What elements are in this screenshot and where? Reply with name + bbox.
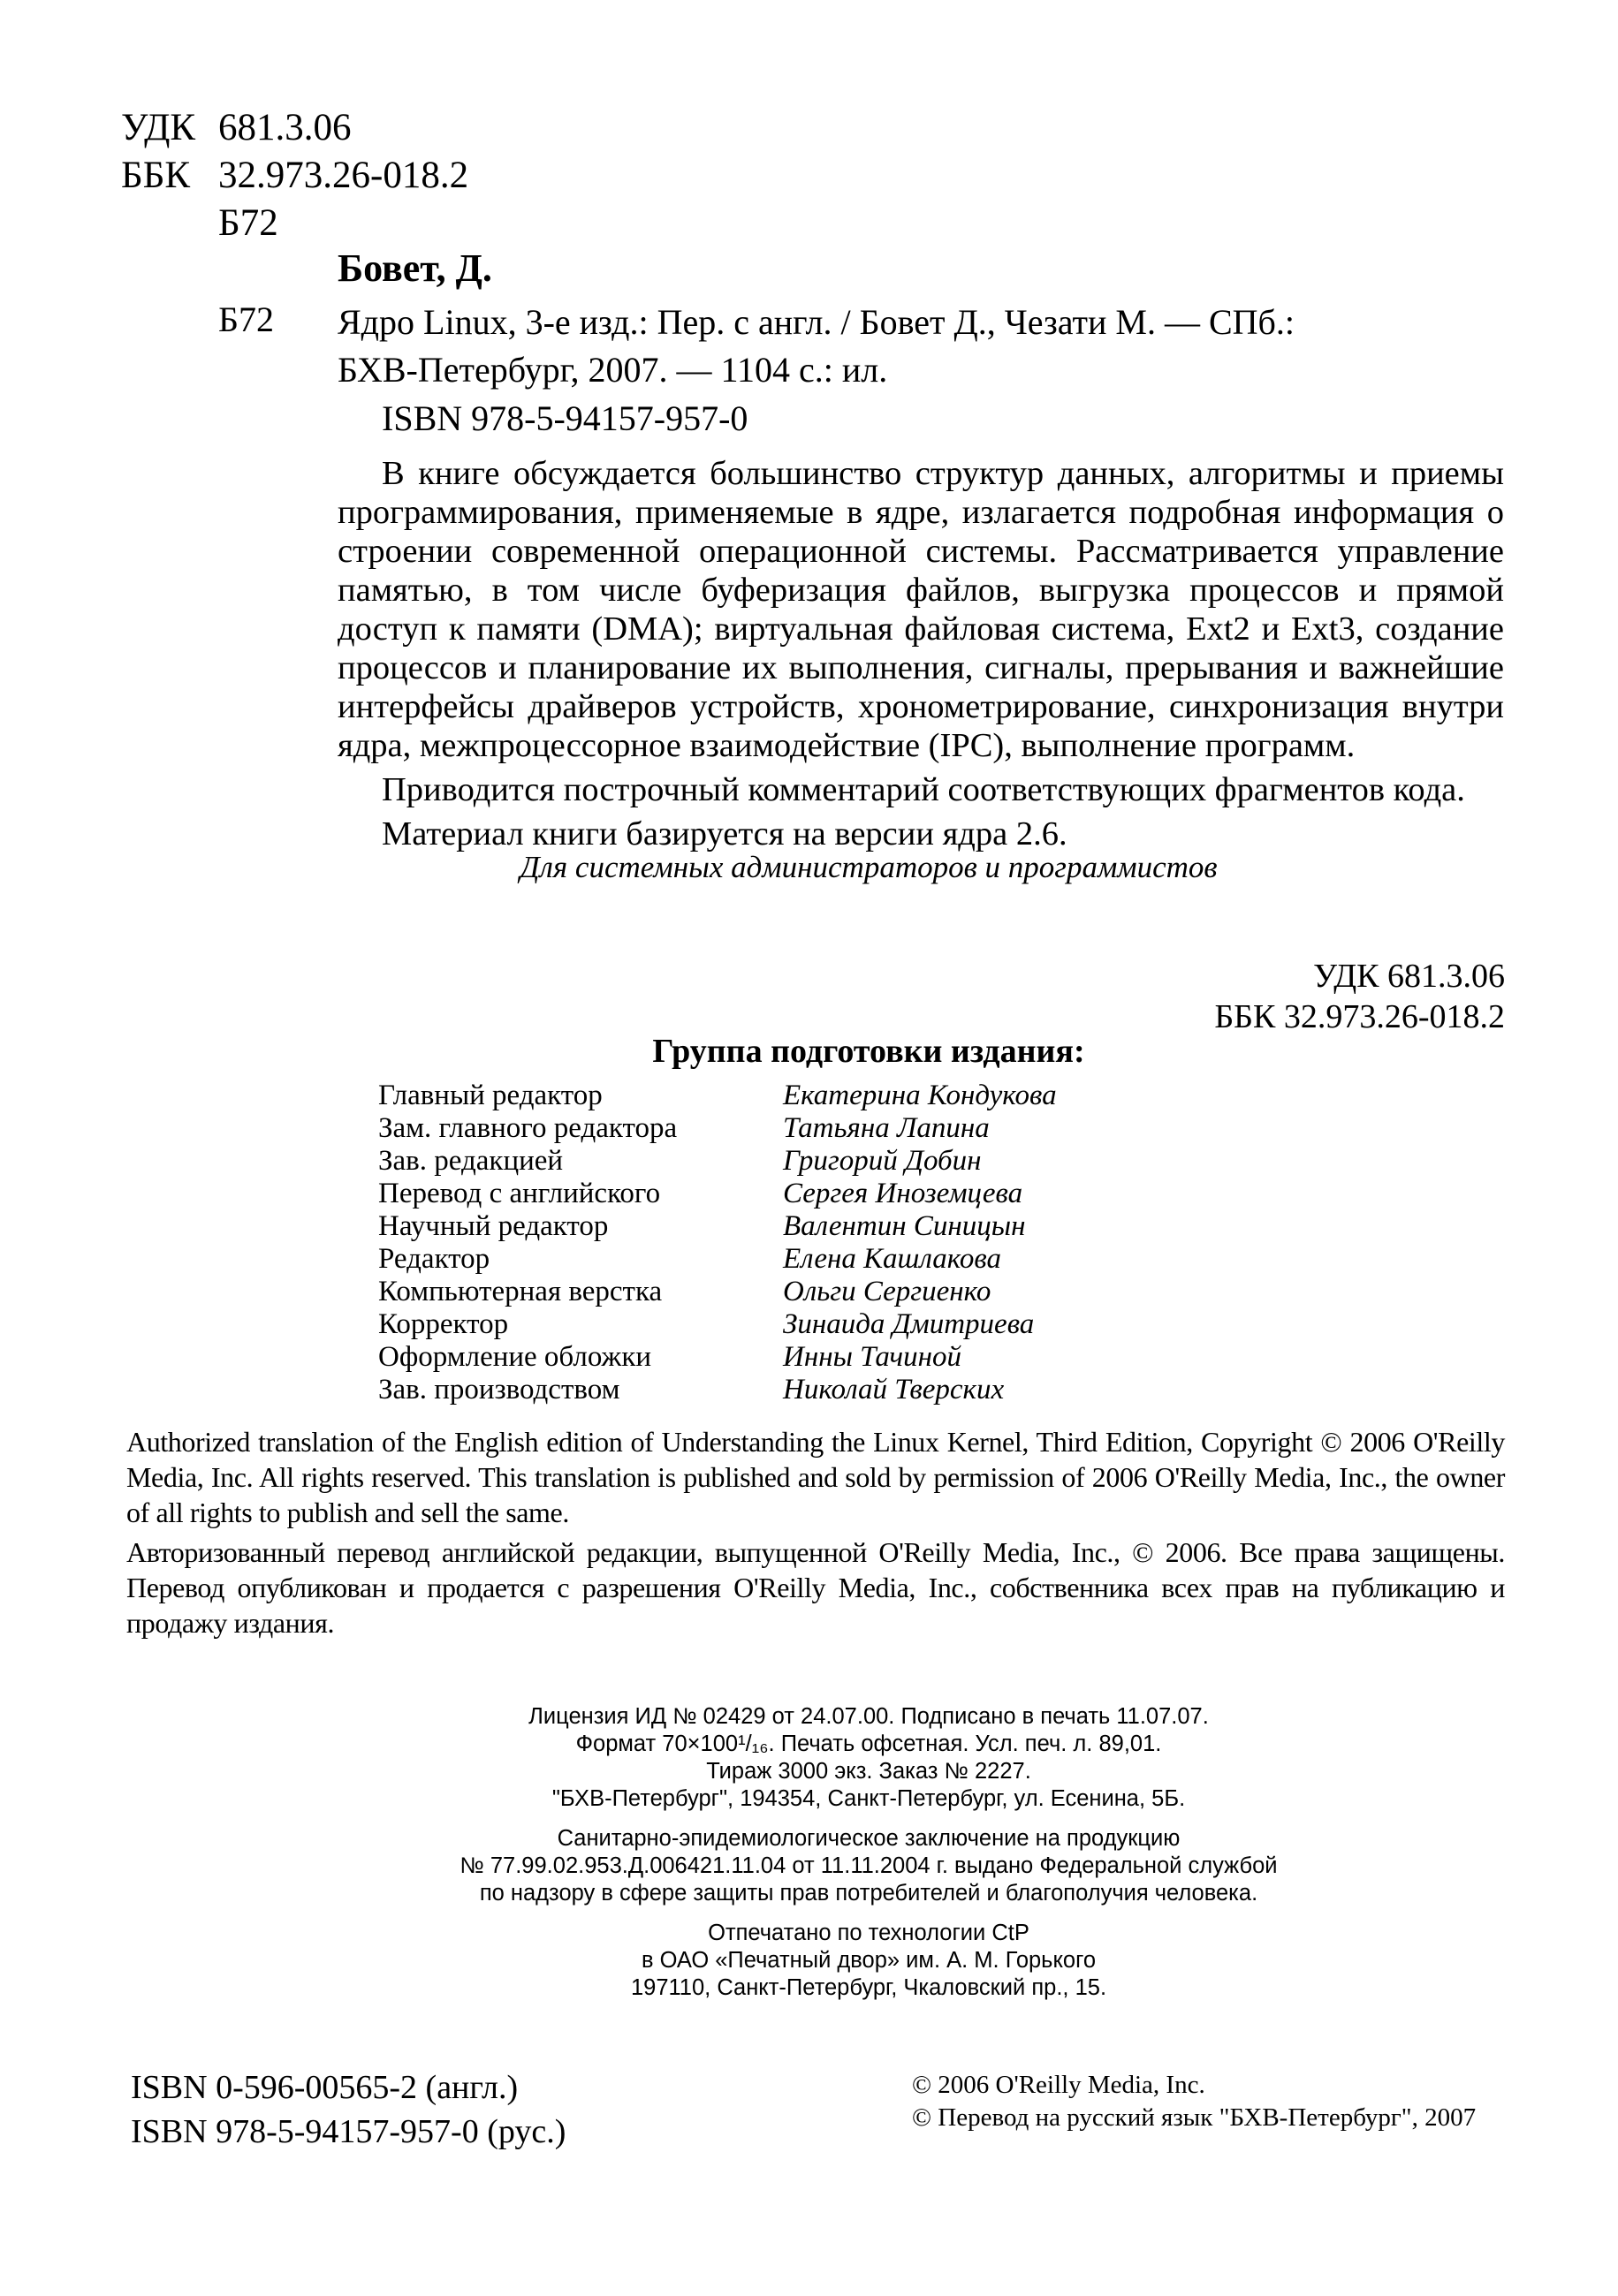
printer-line: 197110, Санкт-Петербург, Чкаловский пр., 15.: [630, 1975, 1107, 2000]
printer-line: в ОАО «Печатный двор» им. А. М. Горького: [641, 1948, 1097, 1973]
annotation-paragraph: Материал книги базируется на версии ядра 2.6.: [382, 815, 1067, 852]
team-role: Зав. производством: [378, 1374, 620, 1406]
rights-notice: [126, 1424, 1505, 1645]
team-member-row: [378, 1112, 1057, 1145]
record-author: Бовет, Д.: [338, 246, 492, 290]
bib-line: Ядро Linux, 3-е изд.: Пер. с англ. / Бовет Д., Чезати М. — СПб.:: [338, 302, 1295, 342]
annotation-paragraph: В книге обсуждается большинство структур данных, алгоритмы и приемы программирования, применяемые в ядре, излагается подробная информация о строении современной операционной системы. Рассматривается управление памятью, в том числе буферизация файлов, выгрузка процессов и прямой доступ к памяти (DMA); виртуальная файловая система, Ext2 и Ext3, создание процессов и планирование их выполнения, сигналы, прерывания и важнейшие интерфейсы драйверов устройств, хронометрирование, синхронизация внутри ядра, межпроцессорное взаимодействие (IPC), выполнение программ.: [338, 455, 1504, 764]
team-role: Зам. главного редактора: [378, 1112, 678, 1144]
udk-right: УДК 681.3.06: [1313, 958, 1505, 995]
record-author-mark: Б72: [218, 299, 274, 339]
printer-line: Отпечатано по технологии CtP: [708, 1921, 1029, 1945]
copyright-translation: © Перевод на русский язык "БХВ-Петербург", 2007: [912, 2103, 1477, 2132]
bib-line: БХВ-Петербург, 2007. — 1104 с.: ил.: [338, 350, 888, 390]
sanitary-line: по надзору в сфере защиты прав потребителей и благополучия человека.: [479, 1881, 1258, 1906]
license-line: Лицензия ИД № 02429 от 24.07.00. Подписано в печать 11.07.07.: [528, 1704, 1209, 1729]
classification-codes: [121, 104, 468, 247]
team-role: Зав. редакцией: [378, 1145, 564, 1177]
bbk-right: ББК 32.973.26-018.2: [1214, 998, 1505, 1035]
sanitary-line: № 77.99.02.953.Д.006421.11.04 от 11.11.2004 г. выдано Федеральной службой: [460, 1853, 1278, 1878]
sanitary-line: Санитарно-эпидемиологическое заключение на продукцию: [557, 1826, 1181, 1851]
udk-value: 681.3.06: [218, 107, 352, 148]
annotation: [338, 454, 1504, 853]
team-role: Компьютерная верстка: [378, 1276, 663, 1307]
footer-isbn: [131, 2065, 566, 2154]
copyright-original: © 2006 O'Reilly Media, Inc.: [912, 2071, 1205, 2099]
team-member-row: [378, 1276, 1057, 1308]
classification-codes-right: [1214, 956, 1505, 1037]
team-person: Зинаида Дмитриева: [783, 1308, 1035, 1340]
license-block: [119, 1703, 1618, 1813]
imprint-block: [0, 1703, 1618, 2014]
team-person: Николай Тверских: [783, 1374, 1005, 1406]
rights-russian: Авторизованный перевод английской редакции, выпущенной O'Reilly Media, Inc., © 2006. Все права защищены. Перевод опубликован и продается с разрешения O'Reilly Media, Inc., собственника всех прав на публикацию и продажу издания.: [126, 1536, 1505, 1639]
team-role: Научный редактор: [378, 1210, 609, 1242]
bibliographic-record: [338, 299, 1504, 394]
isbn-russian: ISBN 978-5-94157-957-0 (рус.): [131, 2113, 566, 2150]
team-person: Валентин Синицын: [783, 1210, 1026, 1242]
author-mark-row: [121, 200, 468, 247]
bbk-row: [121, 152, 468, 200]
team-person: Екатерина Кондукова: [783, 1080, 1057, 1111]
team-person: Сергея Иноземцева: [783, 1178, 1023, 1209]
bbk-label: ББК: [121, 155, 191, 196]
team-role: Корректор: [378, 1308, 509, 1340]
rights-english: Authorized translation of the English edition of Understanding the Linux Kernel, Third Edition, Copyright © 2006 O'Reilly Media, Inc. All rights reserved. This translation is published and sold by permission of 2006 O'Reilly Media, Inc., the owner of all rights to publish and sell the same.: [126, 1426, 1505, 1528]
license-line: Формат 70×100¹/₁₆. Печать офсетная. Усл. печ. л. 89,01.: [575, 1731, 1162, 1756]
udk-label: УДК: [121, 107, 196, 148]
record-isbn: ISBN 978-5-94157-957-0: [382, 398, 748, 438]
team-member-row: [378, 1243, 1057, 1276]
team-member-row: [378, 1178, 1057, 1210]
team-person: Елена Кашлакова: [783, 1243, 1002, 1275]
team-member-row: [378, 1210, 1057, 1243]
team-person: Григорий Добин: [783, 1145, 982, 1177]
team-role: Оформление обложки: [378, 1341, 652, 1373]
audience-note: Для системных администраторов и программистов: [520, 850, 1218, 884]
license-line: Тираж 3000 экз. Заказ № 2227.: [706, 1759, 1031, 1784]
footer-copyright: [912, 2069, 1476, 2134]
isbn-english: ISBN 0-596-00565-2 (англ.): [131, 2069, 519, 2106]
license-line: "БХВ-Петербург", 194354, Санкт-Петербург, ул. Есенина, 5Б.: [551, 1786, 1186, 1811]
author-mark: Б72: [218, 202, 278, 244]
annotation-paragraph: Приводится построчный комментарий соответствующих фрагментов кода.: [382, 771, 1465, 808]
team-role: Главный редактор: [378, 1080, 603, 1111]
team-person: Татьяна Лапина: [783, 1112, 990, 1144]
team-member-row: [378, 1374, 1057, 1406]
team-member-row: [378, 1145, 1057, 1178]
udk-row: [121, 104, 468, 152]
team-member-row: [378, 1308, 1057, 1341]
team-list: [378, 1080, 1057, 1406]
team-member-row: [378, 1080, 1057, 1112]
team-role: Редактор: [378, 1243, 490, 1275]
team-title: Группа подготовки издания:: [652, 1033, 1085, 1070]
team-person: Инны Тачиной: [783, 1341, 962, 1373]
team-person: Ольги Сергиенко: [783, 1276, 991, 1307]
bbk-value: 32.973.26-018.2: [218, 155, 469, 196]
team-role: Перевод с английского: [378, 1178, 661, 1209]
printer-block: [119, 1920, 1618, 2002]
sanitary-block: [119, 1825, 1618, 1907]
team-member-row: [378, 1341, 1057, 1374]
